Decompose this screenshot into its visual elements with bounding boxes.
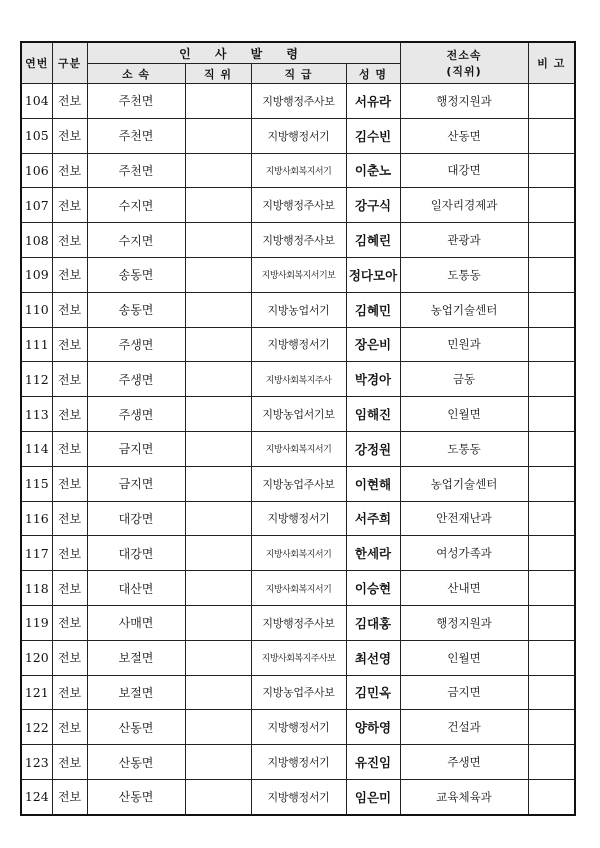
cell-no: 122 xyxy=(21,710,52,745)
cell-name: 서유라 xyxy=(346,84,400,119)
table-row xyxy=(21,571,575,606)
table-row xyxy=(21,710,575,745)
cell-rank: 지방행정서기 xyxy=(251,118,346,153)
cell-remarks xyxy=(528,257,575,292)
cell-affiliation: 주생면 xyxy=(87,362,185,397)
table-row xyxy=(21,397,575,432)
cell-no: 119 xyxy=(21,605,52,640)
cell-affiliation: 송동면 xyxy=(87,292,185,327)
cell-remarks xyxy=(528,84,575,119)
cell-name: 이춘노 xyxy=(346,153,400,188)
header-appointment-group: 인 사 발 령 xyxy=(87,42,400,64)
cell-destination: 인월면 xyxy=(400,397,528,432)
cell-destination: 건설과 xyxy=(400,710,528,745)
header-destination-line2: (직위) xyxy=(446,65,482,78)
table-row xyxy=(21,292,575,327)
cell-no: 117 xyxy=(21,536,52,571)
cell-rank: 지방사회복지주사보 xyxy=(251,640,346,675)
cell-destination: 안전재난과 xyxy=(400,501,528,536)
cell-rank: 지방농업주사보 xyxy=(251,675,346,710)
cell-remarks xyxy=(528,501,575,536)
cell-destination: 농업기술센터 xyxy=(400,292,528,327)
cell-rank: 지방행정서기 xyxy=(251,710,346,745)
cell-remarks xyxy=(528,745,575,780)
header-position: 직 위 xyxy=(185,64,251,84)
header-no: 연번 xyxy=(21,42,52,84)
cell-type: 전보 xyxy=(52,605,87,640)
cell-name: 김수빈 xyxy=(346,118,400,153)
cell-position xyxy=(185,84,251,119)
personnel-table xyxy=(20,41,576,816)
cell-affiliation: 보절면 xyxy=(87,675,185,710)
cell-destination: 여성가족과 xyxy=(400,536,528,571)
cell-name: 장은비 xyxy=(346,327,400,362)
table-row xyxy=(21,640,575,675)
cell-name: 양하영 xyxy=(346,710,400,745)
cell-affiliation: 주생면 xyxy=(87,397,185,432)
cell-no: 106 xyxy=(21,153,52,188)
table-body xyxy=(21,84,575,815)
header-destination-line1: 전소속 xyxy=(446,49,482,62)
header-type: 구분 xyxy=(52,42,87,84)
cell-position xyxy=(185,501,251,536)
cell-remarks xyxy=(528,571,575,606)
cell-remarks xyxy=(528,710,575,745)
cell-destination: 도통동 xyxy=(400,431,528,466)
cell-remarks xyxy=(528,153,575,188)
table-row xyxy=(21,153,575,188)
cell-name: 김민옥 xyxy=(346,675,400,710)
cell-affiliation: 산동면 xyxy=(87,779,185,814)
table-row xyxy=(21,675,575,710)
cell-no: 115 xyxy=(21,466,52,501)
table-row xyxy=(21,84,575,119)
cell-rank: 지방농업서기보 xyxy=(251,397,346,432)
cell-destination: 산동면 xyxy=(400,118,528,153)
cell-type: 전보 xyxy=(52,362,87,397)
cell-name: 임해진 xyxy=(346,397,400,432)
cell-affiliation: 금지면 xyxy=(87,466,185,501)
table-row xyxy=(21,501,575,536)
cell-no: 109 xyxy=(21,257,52,292)
cell-rank: 지방행정주사보 xyxy=(251,84,346,119)
table-row xyxy=(21,745,575,780)
cell-no: 105 xyxy=(21,118,52,153)
cell-position xyxy=(185,397,251,432)
cell-rank: 지방행정주사보 xyxy=(251,223,346,258)
cell-destination: 도통동 xyxy=(400,257,528,292)
cell-position xyxy=(185,431,251,466)
cell-affiliation: 주생면 xyxy=(87,327,185,362)
cell-rank: 지방행정서기 xyxy=(251,501,346,536)
cell-position xyxy=(185,536,251,571)
cell-no: 123 xyxy=(21,745,52,780)
header-remarks: 비 고 xyxy=(528,42,575,84)
cell-name: 유진임 xyxy=(346,745,400,780)
cell-no: 121 xyxy=(21,675,52,710)
header-name: 성 명 xyxy=(346,64,400,84)
cell-name: 서주희 xyxy=(346,501,400,536)
cell-affiliation: 대강면 xyxy=(87,501,185,536)
cell-destination: 인월면 xyxy=(400,640,528,675)
cell-type: 전보 xyxy=(52,745,87,780)
cell-position xyxy=(185,292,251,327)
cell-remarks xyxy=(528,536,575,571)
cell-type: 전보 xyxy=(52,466,87,501)
cell-remarks xyxy=(528,397,575,432)
cell-position xyxy=(185,188,251,223)
cell-destination: 관광과 xyxy=(400,223,528,258)
cell-destination: 주생면 xyxy=(400,745,528,780)
cell-type: 전보 xyxy=(52,501,87,536)
cell-no: 114 xyxy=(21,431,52,466)
cell-rank: 지방사회복지서기 xyxy=(251,153,346,188)
cell-destination: 농업기술센터 xyxy=(400,466,528,501)
cell-position xyxy=(185,327,251,362)
cell-no: 107 xyxy=(21,188,52,223)
table-row xyxy=(21,327,575,362)
cell-affiliation: 수지면 xyxy=(87,223,185,258)
cell-rank: 지방행정서기 xyxy=(251,327,346,362)
cell-name: 김혜린 xyxy=(346,223,400,258)
cell-type: 전보 xyxy=(52,188,87,223)
cell-affiliation: 보절면 xyxy=(87,640,185,675)
cell-type: 전보 xyxy=(52,292,87,327)
cell-name: 박경아 xyxy=(346,362,400,397)
cell-name: 김혜민 xyxy=(346,292,400,327)
cell-remarks xyxy=(528,675,575,710)
cell-name: 이승현 xyxy=(346,571,400,606)
cell-type: 전보 xyxy=(52,397,87,432)
cell-affiliation: 수지면 xyxy=(87,188,185,223)
cell-no: 112 xyxy=(21,362,52,397)
cell-destination: 금동 xyxy=(400,362,528,397)
cell-no: 116 xyxy=(21,501,52,536)
cell-position xyxy=(185,362,251,397)
cell-affiliation: 산동면 xyxy=(87,745,185,780)
cell-position xyxy=(185,571,251,606)
cell-remarks xyxy=(528,605,575,640)
table-row xyxy=(21,223,575,258)
cell-rank: 지방행정주사보 xyxy=(251,188,346,223)
cell-destination: 금지면 xyxy=(400,675,528,710)
cell-no: 110 xyxy=(21,292,52,327)
cell-type: 전보 xyxy=(52,257,87,292)
cell-name: 강정원 xyxy=(346,431,400,466)
cell-type: 전보 xyxy=(52,153,87,188)
table-row xyxy=(21,257,575,292)
cell-no: 111 xyxy=(21,327,52,362)
cell-affiliation: 사매면 xyxy=(87,605,185,640)
cell-remarks xyxy=(528,188,575,223)
cell-rank: 지방사회복지서기보 xyxy=(251,257,346,292)
cell-name: 정다모아 xyxy=(346,257,400,292)
cell-rank: 지방농업서기 xyxy=(251,292,346,327)
cell-affiliation: 주천면 xyxy=(87,84,185,119)
cell-destination: 민원과 xyxy=(400,327,528,362)
cell-type: 전보 xyxy=(52,327,87,362)
table-row xyxy=(21,605,575,640)
cell-destination: 행정지원과 xyxy=(400,605,528,640)
cell-position xyxy=(185,605,251,640)
cell-destination: 일자리경제과 xyxy=(400,188,528,223)
cell-affiliation: 금지면 xyxy=(87,431,185,466)
cell-name: 이현해 xyxy=(346,466,400,501)
cell-name: 임은미 xyxy=(346,779,400,814)
cell-name: 한세라 xyxy=(346,536,400,571)
table-row xyxy=(21,362,575,397)
cell-affiliation: 대강면 xyxy=(87,536,185,571)
cell-affiliation: 주천면 xyxy=(87,118,185,153)
cell-destination: 산내면 xyxy=(400,571,528,606)
cell-no: 118 xyxy=(21,571,52,606)
table-row xyxy=(21,431,575,466)
cell-position xyxy=(185,153,251,188)
table-row xyxy=(21,536,575,571)
cell-type: 전보 xyxy=(52,675,87,710)
cell-rank: 지방행정주사보 xyxy=(251,605,346,640)
cell-position xyxy=(185,257,251,292)
cell-affiliation: 송동면 xyxy=(87,257,185,292)
cell-rank: 지방사회복지서기 xyxy=(251,536,346,571)
cell-position xyxy=(185,675,251,710)
table-row xyxy=(21,188,575,223)
cell-remarks xyxy=(528,292,575,327)
cell-no: 108 xyxy=(21,223,52,258)
cell-type: 전보 xyxy=(52,84,87,119)
cell-type: 전보 xyxy=(52,223,87,258)
cell-remarks xyxy=(528,779,575,814)
cell-position xyxy=(185,640,251,675)
cell-position xyxy=(185,466,251,501)
cell-remarks xyxy=(528,327,575,362)
cell-type: 전보 xyxy=(52,571,87,606)
cell-affiliation: 주천면 xyxy=(87,153,185,188)
cell-rank: 지방농업주사보 xyxy=(251,466,346,501)
cell-rank: 지방행정서기 xyxy=(251,779,346,814)
cell-type: 전보 xyxy=(52,536,87,571)
cell-name: 강구식 xyxy=(346,188,400,223)
cell-destination: 행정지원과 xyxy=(400,84,528,119)
cell-no: 124 xyxy=(21,779,52,814)
table-row xyxy=(21,118,575,153)
cell-name: 최선영 xyxy=(346,640,400,675)
cell-type: 전보 xyxy=(52,710,87,745)
cell-position xyxy=(185,779,251,814)
cell-type: 전보 xyxy=(52,118,87,153)
cell-no: 113 xyxy=(21,397,52,432)
cell-rank: 지방사회복지주사 xyxy=(251,362,346,397)
header-affiliation: 소 속 xyxy=(87,64,185,84)
cell-destination: 교육체육과 xyxy=(400,779,528,814)
cell-remarks xyxy=(528,223,575,258)
table-row xyxy=(21,779,575,814)
cell-rank: 지방사회복지서기 xyxy=(251,571,346,606)
cell-name: 김대홍 xyxy=(346,605,400,640)
cell-type: 전보 xyxy=(52,431,87,466)
header-rank: 직 급 xyxy=(251,64,346,84)
cell-type: 전보 xyxy=(52,779,87,814)
cell-rank: 지방사회복지서기 xyxy=(251,431,346,466)
cell-affiliation: 대산면 xyxy=(87,571,185,606)
cell-position xyxy=(185,745,251,780)
cell-destination: 대강면 xyxy=(400,153,528,188)
cell-no: 104 xyxy=(21,84,52,119)
cell-rank: 지방행정서기 xyxy=(251,745,346,780)
cell-remarks xyxy=(528,118,575,153)
cell-affiliation: 산동면 xyxy=(87,710,185,745)
cell-position xyxy=(185,710,251,745)
cell-remarks xyxy=(528,640,575,675)
cell-type: 전보 xyxy=(52,640,87,675)
cell-remarks xyxy=(528,362,575,397)
table-row xyxy=(21,466,575,501)
cell-position xyxy=(185,223,251,258)
cell-remarks xyxy=(528,466,575,501)
header-destination xyxy=(400,42,528,84)
cell-no: 120 xyxy=(21,640,52,675)
cell-position xyxy=(185,118,251,153)
cell-remarks xyxy=(528,431,575,466)
